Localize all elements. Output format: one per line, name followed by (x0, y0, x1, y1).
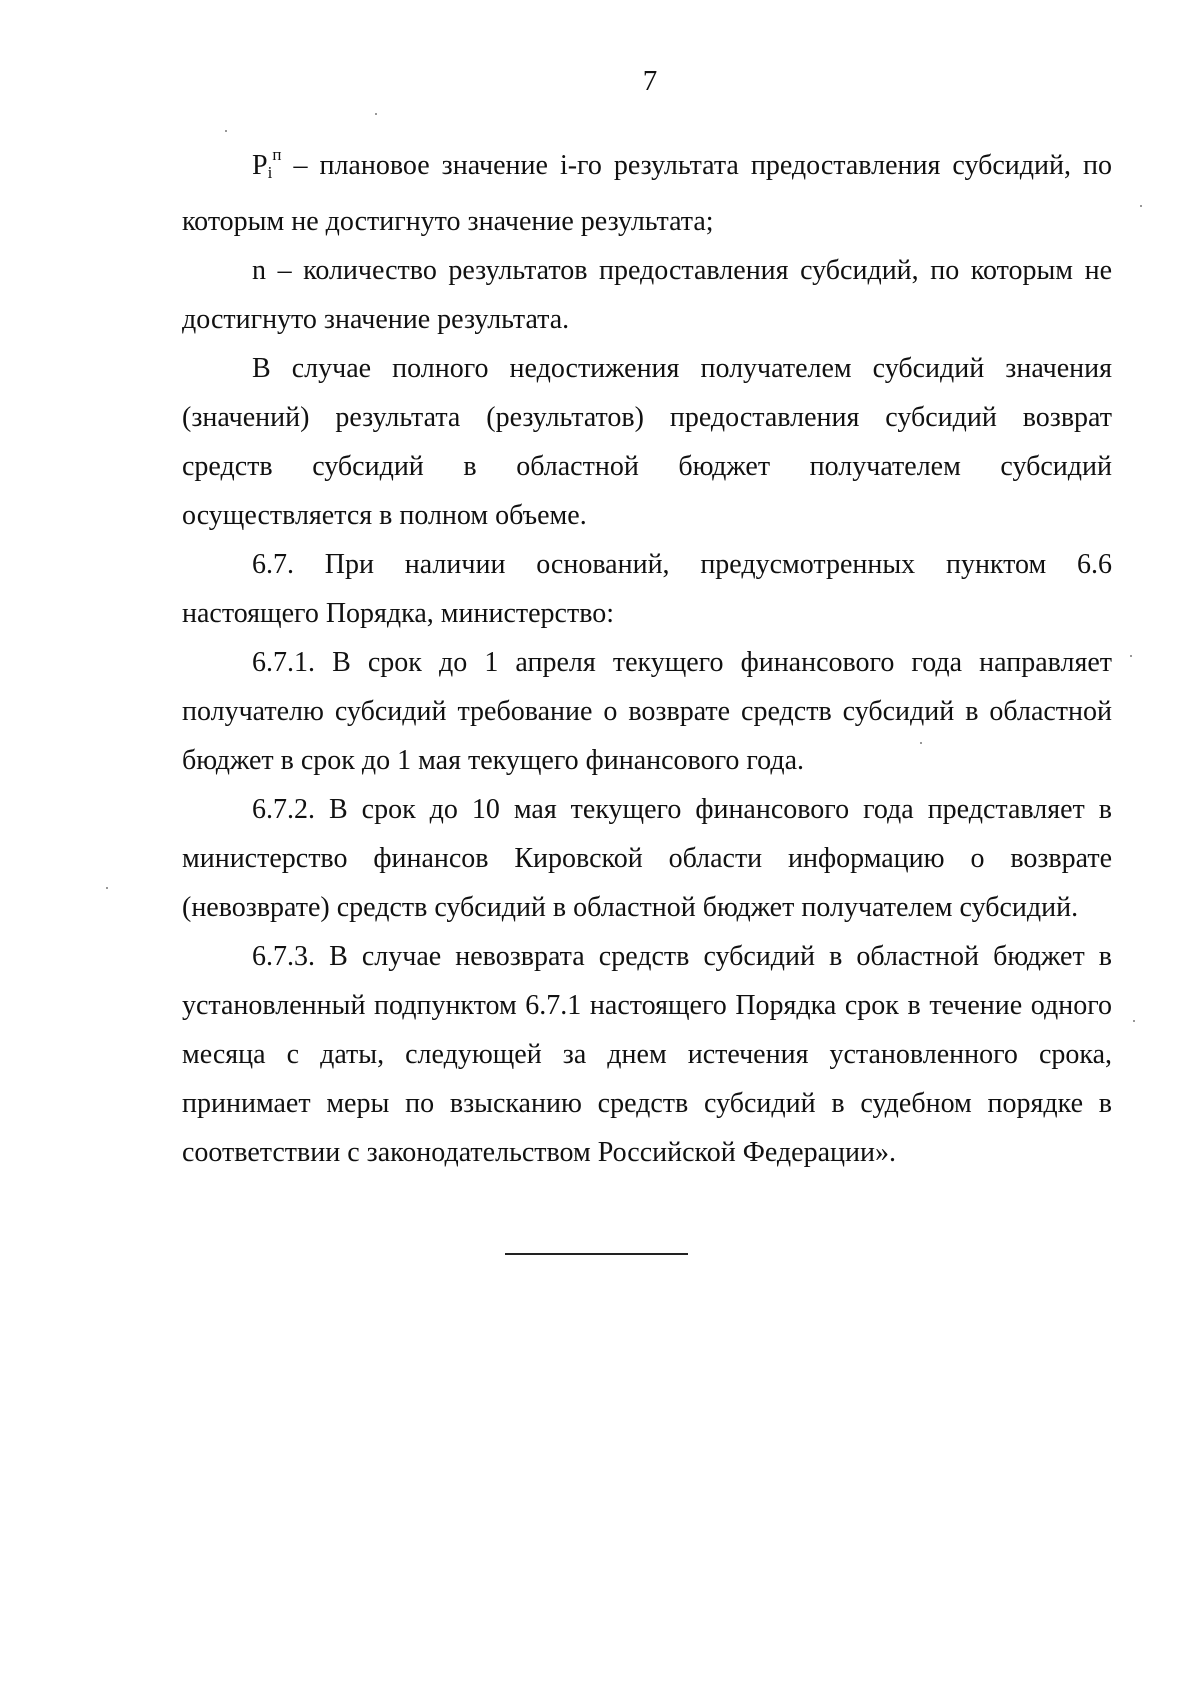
scan-speck (225, 130, 227, 132)
scan-speck (1140, 205, 1142, 207)
document-body (182, 130, 1112, 1177)
scan-speck (106, 887, 108, 889)
formula-legend-p (182, 130, 1112, 246)
page-number: 7 (642, 65, 658, 97)
formula-symbol (252, 145, 282, 182)
formula-legend-n: n – количество результатов предоставления субсидий, по которым не достигнуто значение результата. (182, 255, 1112, 335)
paragraph-6-7-1: 6.7.1. В срок до 1 апреля текущего финансового года направляет получателю субсидий требование о возврате средств субсидий в областной бюджет в срок до 1 мая текущего финансового года. (182, 647, 1112, 776)
paragraph-6-7: 6.7. При наличии оснований, предусмотренных пунктом 6.6 настоящего Порядка, министерство: (182, 549, 1112, 629)
formula-symbol-subscript: i (267, 163, 273, 182)
formula-symbol-base: P (252, 150, 268, 181)
scan-speck (375, 113, 377, 115)
scan-speck (920, 742, 922, 744)
paragraph-6-7-3: 6.7.3. В случае невозврата средств субсидий в областной бюджет в установленный подпунктом 6.7.1 настоящего Порядка срок в течение одного месяца с даты, следующей за днем истечения установленного срока, принимает меры по взысканию средств субсидий в судебном порядке в соответствии с законодательством Российской Федерации». (182, 941, 1112, 1168)
formula-symbol-superscript: п (272, 145, 282, 164)
end-of-text-rule (505, 1253, 688, 1255)
paragraph-full-non-achievement: В случае полного недостижения получателем субсидий значения (значений) результата (результатов) предоставления субсидий возврат средств субсидий в областной бюджет получателем субсидий осуществляется в полном объеме. (182, 353, 1112, 531)
paragraph-6-7-2: 6.7.2. В срок до 10 мая текущего финансового года представляет в министерство финансов Кировской области информацию о возврате (невозврате) средств субсидий в областной бюджет получателем субсидий. (182, 794, 1112, 923)
scan-speck (1133, 1020, 1135, 1022)
formula-legend-p-text: – плановое значение i-го результата предоставления субсидий, по которым не достигнуто значение результата; (182, 150, 1112, 237)
scan-speck (1130, 655, 1132, 657)
